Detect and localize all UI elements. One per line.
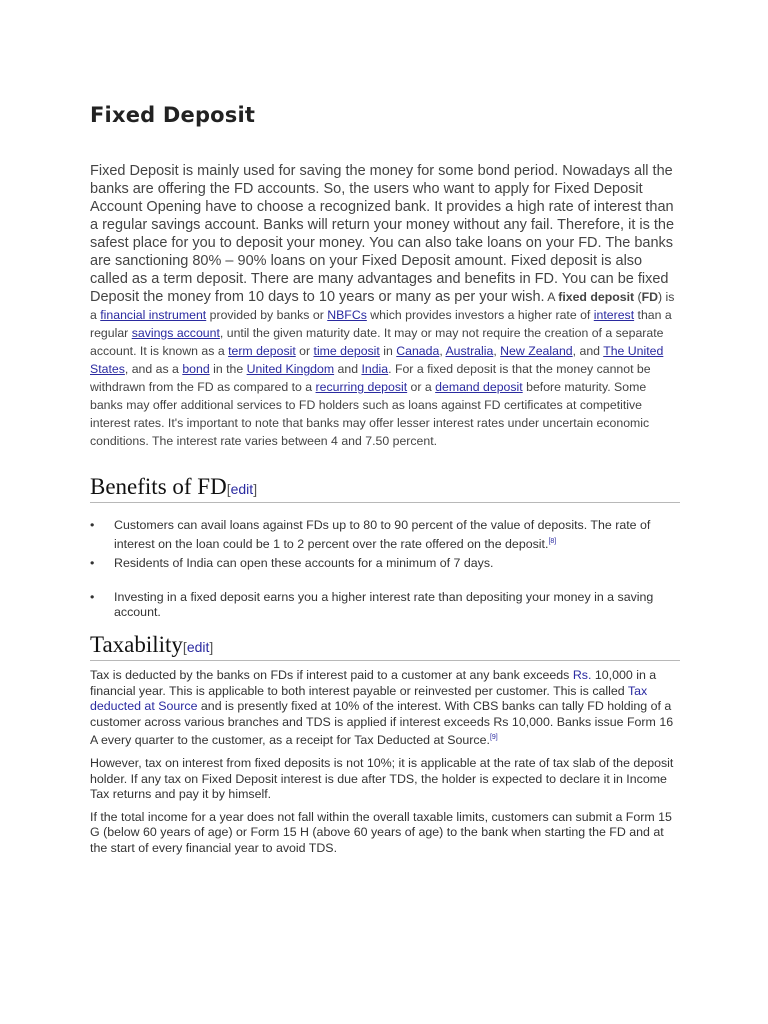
benefits-heading: Benefits of FD[edit] [90,474,258,499]
intro-small-text: A fixed deposit (FD) is a financial instrument provided by banks or NBFCs which provides investors a higher rate of interest than a regular savings account, until the given maturity date. It may or may not require the creation of a separate account. It is known as a term deposit or time deposit in Canada, Australia, New Zealand, and The United States, and as a bond in the United Kingdom and India. For a fixed deposit is that the money cannot be withdrawn from the FD as compared to a recurring deposit or a demand deposit before maturity. Some banks may offer additional services to FD holders such as loans against FD certificates at competitive interest rates. It's important to note that banks may offer lesser interest rates under uncertain economic conditions. The interest rate varies between 4 and 7.50 percent. [90,290,675,448]
link-nbfcs[interactable]: NBFCs [327,308,367,322]
intro-large-text: Fixed Deposit is mainly used for saving the money for some bond period. Nowadays all the banks are offering the FD accounts. So, the users who want to apply for Fixed Deposit Account Opening have to choose a recognized bank. It provides a high rate of interest than a regular savings account. Banks will return your money without any fail. Therefore, it is the safest place for you to deposit your money. You can also take loans on your FD. The banks are sanctioning 80% – 90% loans on your Fixed Deposit amount. Fixed deposit is also called as a term deposit. There are many advantages and benefits in FD. You can be fixed Deposit the money from 10 days to 10 years or many as per your wish. [90,163,675,305]
link-india[interactable]: India [361,362,389,376]
link-canada[interactable]: Canada [396,344,440,358]
link-savings-account[interactable]: savings account [131,326,220,340]
taxability-edit-link[interactable]: edit [186,639,210,655]
link-australia[interactable]: Australia [445,344,494,358]
taxability-paragraph-1: Tax is deducted by the banks on FDs if interest paid to a customer at any bank exceeds Rs. 10,000 in a financial year. This is applicable to both interest payable or reinvested per customer. This is called Tax deducted at Source and is presently fixed at 10% of the interest. With CBS banks can tally FD holding of a customer across various branches and TDS is applied if interest exceeds Rs 10,000. Banks issue Form 16 A every quarter to the customer, as a receipt for Tax Deducted at Source.[9] [90,668,674,748]
taxability-section-header [90,632,680,661]
link-tax-deducted-at-source[interactable]: Tax deducted at Source [90,683,648,714]
link-time-deposit[interactable]: time deposit [313,344,380,358]
link-new-zealand[interactable]: New Zealand [500,344,573,358]
benefits-edit-link[interactable]: edit [230,481,254,497]
link-financial-instrument[interactable]: financial instrument [100,308,207,322]
link-term-deposit[interactable]: term deposit [228,344,296,358]
link-bond[interactable]: bond [182,362,210,376]
taxability-body [90,668,680,864]
link-interest[interactable]: interest [593,308,635,322]
benefits-section-header [90,474,680,503]
fd-bold-term: fixed deposit [558,290,635,304]
taxability-heading: Taxability[edit] [90,632,214,657]
list-item: • Customers can avail loans against FDs up to 80 to 90 percent of the value of deposits. The rate of interest on the loan could be 1 to 2 percent over the rate offered on the deposit.[8] [90,518,680,553]
link-rs[interactable]: Rs. [572,668,592,682]
link-united-kingdom[interactable]: United Kingdom [246,362,335,376]
taxability-paragraph-3: If the total income for a year does not fall within the overall taxable limits, customers can submit a Form 15 G (below 60 years of age) or Form 15 H (above 60 years of age) to the bank when starting the FD and at the start of every financial year to avoid TDS. [90,809,672,856]
benefits-edit: [edit] [226,481,258,497]
list-item: • Investing in a fixed deposit earns you a higher interest rate than depositing your money in a saving account. [90,590,680,622]
taxability-paragraph-2: However, tax on interest from fixed deposits is not 10%; it is applicable at the rate of tax slab of the deposit holder. If any tax on Fixed Deposit interest is due after TDS, the holder is expected to declare it in Income Tax returns and pay it by himself. [90,756,674,802]
intro-paragraph [90,162,680,450]
link-demand-deposit[interactable]: demand deposit [435,380,523,394]
page-title: Fixed Deposit [90,103,256,127]
reference-9[interactable]: [9] [489,734,498,742]
reference-8[interactable]: [8] [548,537,557,545]
benefits-list [90,518,680,621]
link-united-states[interactable]: The United States [90,344,664,376]
fd-abbr: FD [641,290,658,304]
list-item: • Residents of India can open these accounts for a minimum of 7 days. [90,556,680,572]
link-recurring-deposit[interactable]: recurring deposit [315,380,408,394]
taxability-edit: [edit] [182,639,214,655]
